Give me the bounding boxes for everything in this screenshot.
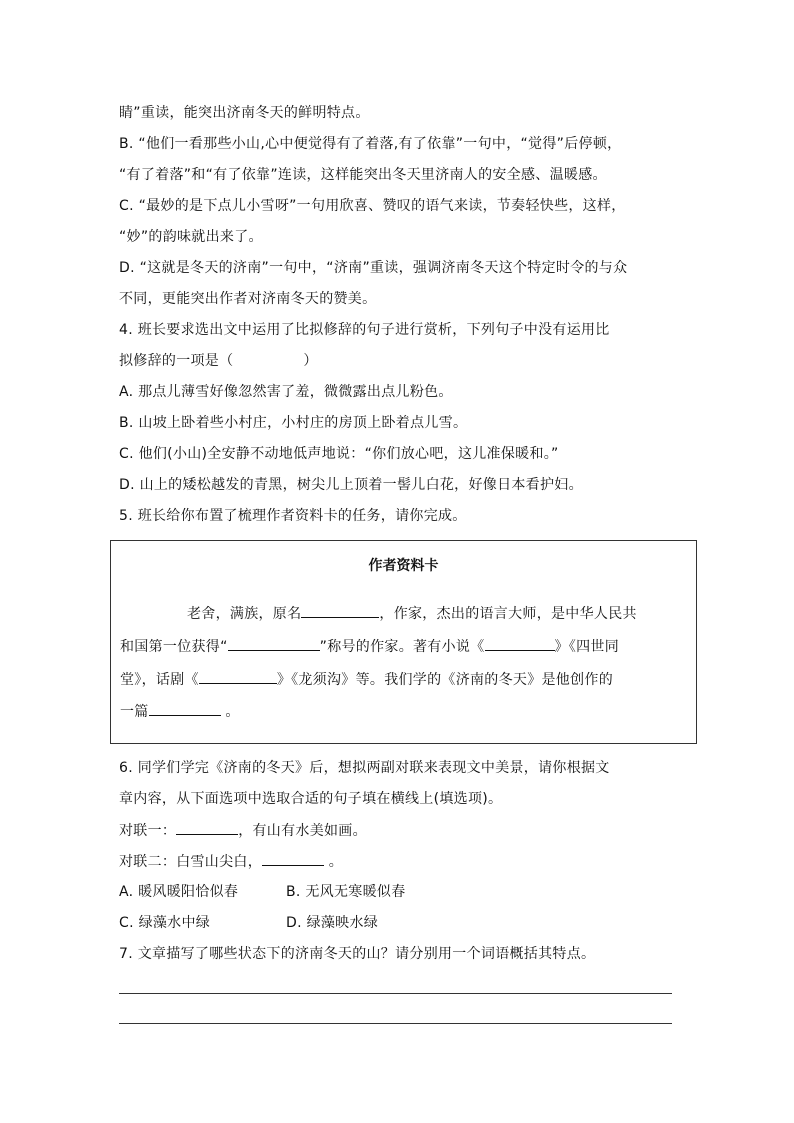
q4-option-c: C. 他们(小山)全安静不动地低声地说：“你们放心吧，这儿准保暖和。” — [119, 446, 559, 462]
card-line1-text-a: 老舍，满族，原名 — [187, 606, 302, 622]
q4-stem-text: 拟修辞的一项是（ — [119, 353, 234, 369]
q6-option-c: C. 绿藻水中绿 — [119, 915, 211, 931]
card-line2 — [120, 636, 619, 657]
author-info-card — [110, 540, 697, 744]
couplet-one-text: ，有山有水美如画。 — [238, 823, 367, 839]
card-line2-text-a: 和国第一位获得“ — [120, 639, 228, 655]
couplet-two-label: 对联二：白雪山尖白， — [119, 854, 262, 870]
card-line3-text-a: 堂》，话剧《 — [120, 672, 199, 688]
q6-stem-line2: 章内容，从下面选项中选取合适的句子填在横线上(填选项)。 — [119, 791, 503, 807]
q3-option-b-line1: B. “他们一看那些小山,心中便觉得有了着落,有了依靠”一句中，“觉得”后停顿， — [119, 136, 622, 152]
honorary-title-blank[interactable] — [228, 636, 320, 651]
card-line2-text-c: 》《四世同 — [554, 639, 620, 655]
couplet-one-blank[interactable] — [176, 820, 238, 835]
card-line3-text-b: 》《龙须沟》等。我们学的《济南的冬天》是他创作的 — [276, 672, 614, 688]
q3-option-c-line1: C. “最妙的是下点儿小雪呀”一句用欣喜、赞叹的语气来读，节奏轻快些，这样， — [119, 198, 626, 214]
original-name-blank[interactable] — [301, 603, 379, 618]
q3-option-c-line2: “妙”的韵味就出来了。 — [119, 229, 263, 245]
card-line1 — [187, 603, 637, 624]
couplet-one-label: 对联一： — [119, 823, 177, 839]
play-title-blank[interactable] — [199, 669, 277, 684]
q4-stem-line2 — [119, 351, 318, 371]
card-line4 — [120, 701, 240, 722]
q3-option-a-tail: 睛”重读，能突出济南冬天的鲜明特点。 — [119, 105, 370, 121]
answer-line[interactable] — [119, 1023, 672, 1024]
q3-option-b-line2: “有了着落”和“有了依靠”连读，这样能突出冬天里济南人的安全感、温暖感。 — [119, 167, 607, 183]
couplet-one — [119, 820, 367, 841]
q3-option-d-line2: 不同，更能突出作者对济南冬天的赞美。 — [119, 291, 377, 307]
q6-option-a: A. 暖风暖阳恰似春 — [119, 884, 239, 900]
q5-stem: 5. 班长给你布置了梳理作者资料卡的任务，请你完成。 — [119, 508, 467, 524]
card-line4-text-b: 。 — [220, 704, 240, 720]
q6-option-d: D. 绿藻映水绿 — [286, 915, 379, 931]
q6-option-b: B. 无风无寒暖似春 — [286, 884, 406, 900]
couplet-two — [119, 851, 343, 872]
q4-option-b: B. 山坡上卧着些小村庄，小村庄的房顶上卧着点儿雪。 — [119, 415, 468, 431]
card-line2-text-b: ”称号的作家。著有小说《 — [319, 639, 485, 655]
q4-stem-paren-close: ） — [303, 353, 318, 369]
card-line1-text-b: ，作家，杰出的语言大师，是中华人民共 — [379, 606, 637, 622]
novel-title-blank[interactable] — [485, 636, 555, 651]
answer-line[interactable] — [119, 993, 672, 994]
q3-option-d-line1: D. “这就是冬天的济南”一句中，“济南”重读，强调济南冬天这个特定时令的与众 — [119, 260, 628, 276]
card-line3 — [120, 669, 613, 690]
q4-stem-line1: 4. 班长要求选出文中运用了比拟修辞的句子进行赏析，下列句子中没有运用比 — [119, 322, 610, 338]
q4-option-d: D. 山上的矮松越发的青黑，树尖儿上顶着一髻儿白花，好像日本看护妇。 — [119, 477, 583, 493]
q6-stem-line1: 6. 同学们学完《济南的冬天》后，想拟两副对联来表现文中美景，请你根据文 — [119, 760, 610, 776]
q7-stem: 7. 文章描写了哪些状态下的济南冬天的山？请分别用一个词语概括其特点。 — [119, 946, 596, 962]
couplet-two-blank[interactable] — [262, 851, 324, 866]
genre-blank[interactable] — [149, 701, 221, 716]
card-title: 作者资料卡 — [368, 558, 439, 574]
q4-option-a: A. 那点儿薄雪好像忽然害了羞，微微露出点儿粉色。 — [119, 384, 453, 400]
couplet-two-end: 。 — [324, 854, 344, 870]
card-line4-text-a: 一篇 — [120, 704, 149, 720]
